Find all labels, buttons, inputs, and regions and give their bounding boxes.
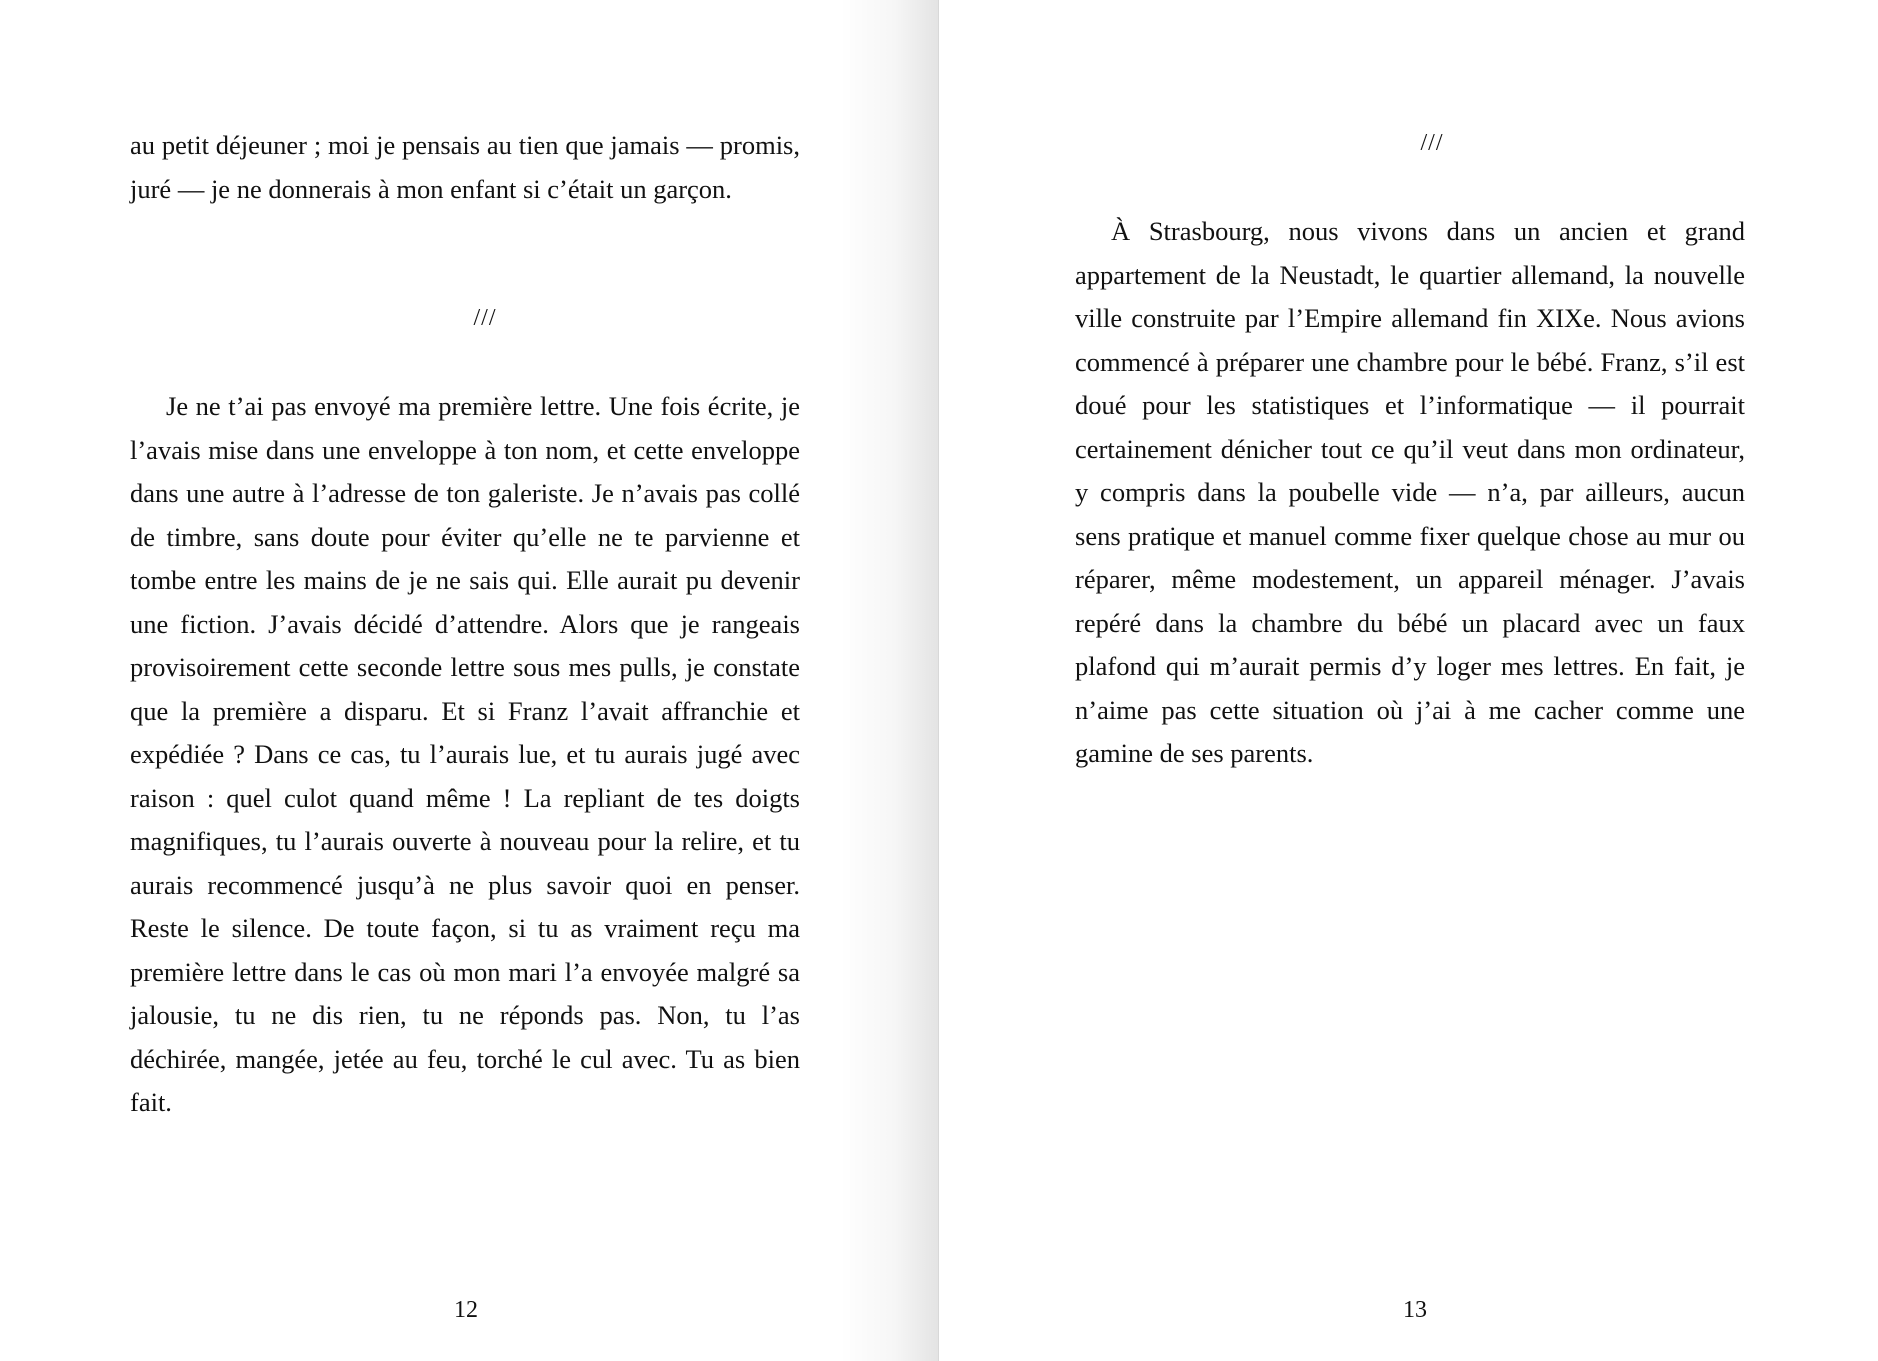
body-paragraph: À Strasbourg, nous vivons dans un ancien et grand appartement de la Neustadt, le quartier allemand, la nouvelle ville construite par l’Empire allemand fin XIXe. Nous avions commencé à préparer une chambre pour le bébé. Franz, s’il est doué pour les statistiques et l’informatique — il pourrait certainement dénicher tout ce qu’il veut dans mon ordinateur, y compris dans la poubelle vide — n’a, par ailleurs, aucun sens pratique et manuel comme fixer quelque chose au mur ou réparer, même modestement, un appareil ménager. J’avais repéré dans la chambre du bébé un placard avec un faux plafond qui m’aurait permis d’y loger mes lettres. En fait, je n’aime pas cette situation où j’ai à me cacher comme une gamine de ses parents. — [1075, 216, 1745, 768]
section-separator: /// — [1420, 130, 1444, 156]
body-paragraph: Je ne t’ai pas envoyé ma première lettre. Une fois écrite, je l’avais mise dans une enveloppe à ton nom, et cette enveloppe dans une autre à l’adresse de ton galeriste. Je n’avais pas collé de timbre, sans doute pour éviter qu’elle ne te parvienne et tombe entre les mains de je ne sais qui. Elle aurait pu devenir une fiction. J’avais décidé d’attendre. Alors que je rangeais provisoirement cette seconde lettre sous mes pulls, je constate que la première a disparu. Et si Franz l’avait affranchie et expédiée ? Dans ce cas, tu l’aurais lue, et tu aurais jugé avec raison : quel culot quand même ! La repliant de tes doigts magnifiques, tu l’aurais ouverte à nouveau pour la relire, et tu aurais recommencé jusqu’à ne plus savoir quoi en penser. Reste le silence. De toute façon, si tu as vraiment reçu ma première lettre dans le cas où mon mari l’a envoyée malgré sa jalousie, tu ne dis rien, tu ne réponds pas. Non, tu l’as déchirée, mangée, jetée au feu, torché le cul avec. Tu as bien fait. — [130, 391, 800, 1117]
page-number: 13 — [1403, 1297, 1427, 1323]
body-paragraph-block — [1075, 210, 1745, 776]
body-paragraph-block — [130, 385, 800, 1125]
section-separator: /// — [473, 305, 497, 331]
page-number: 12 — [454, 1297, 478, 1323]
continued-paragraph-block — [130, 124, 800, 211]
right-page — [939, 0, 1878, 1361]
continued-paragraph: au petit déjeuner ; moi je pensais au tien que jamais — promis, juré — je ne donnerais à mon enfant si c’était un garçon. — [130, 130, 800, 204]
